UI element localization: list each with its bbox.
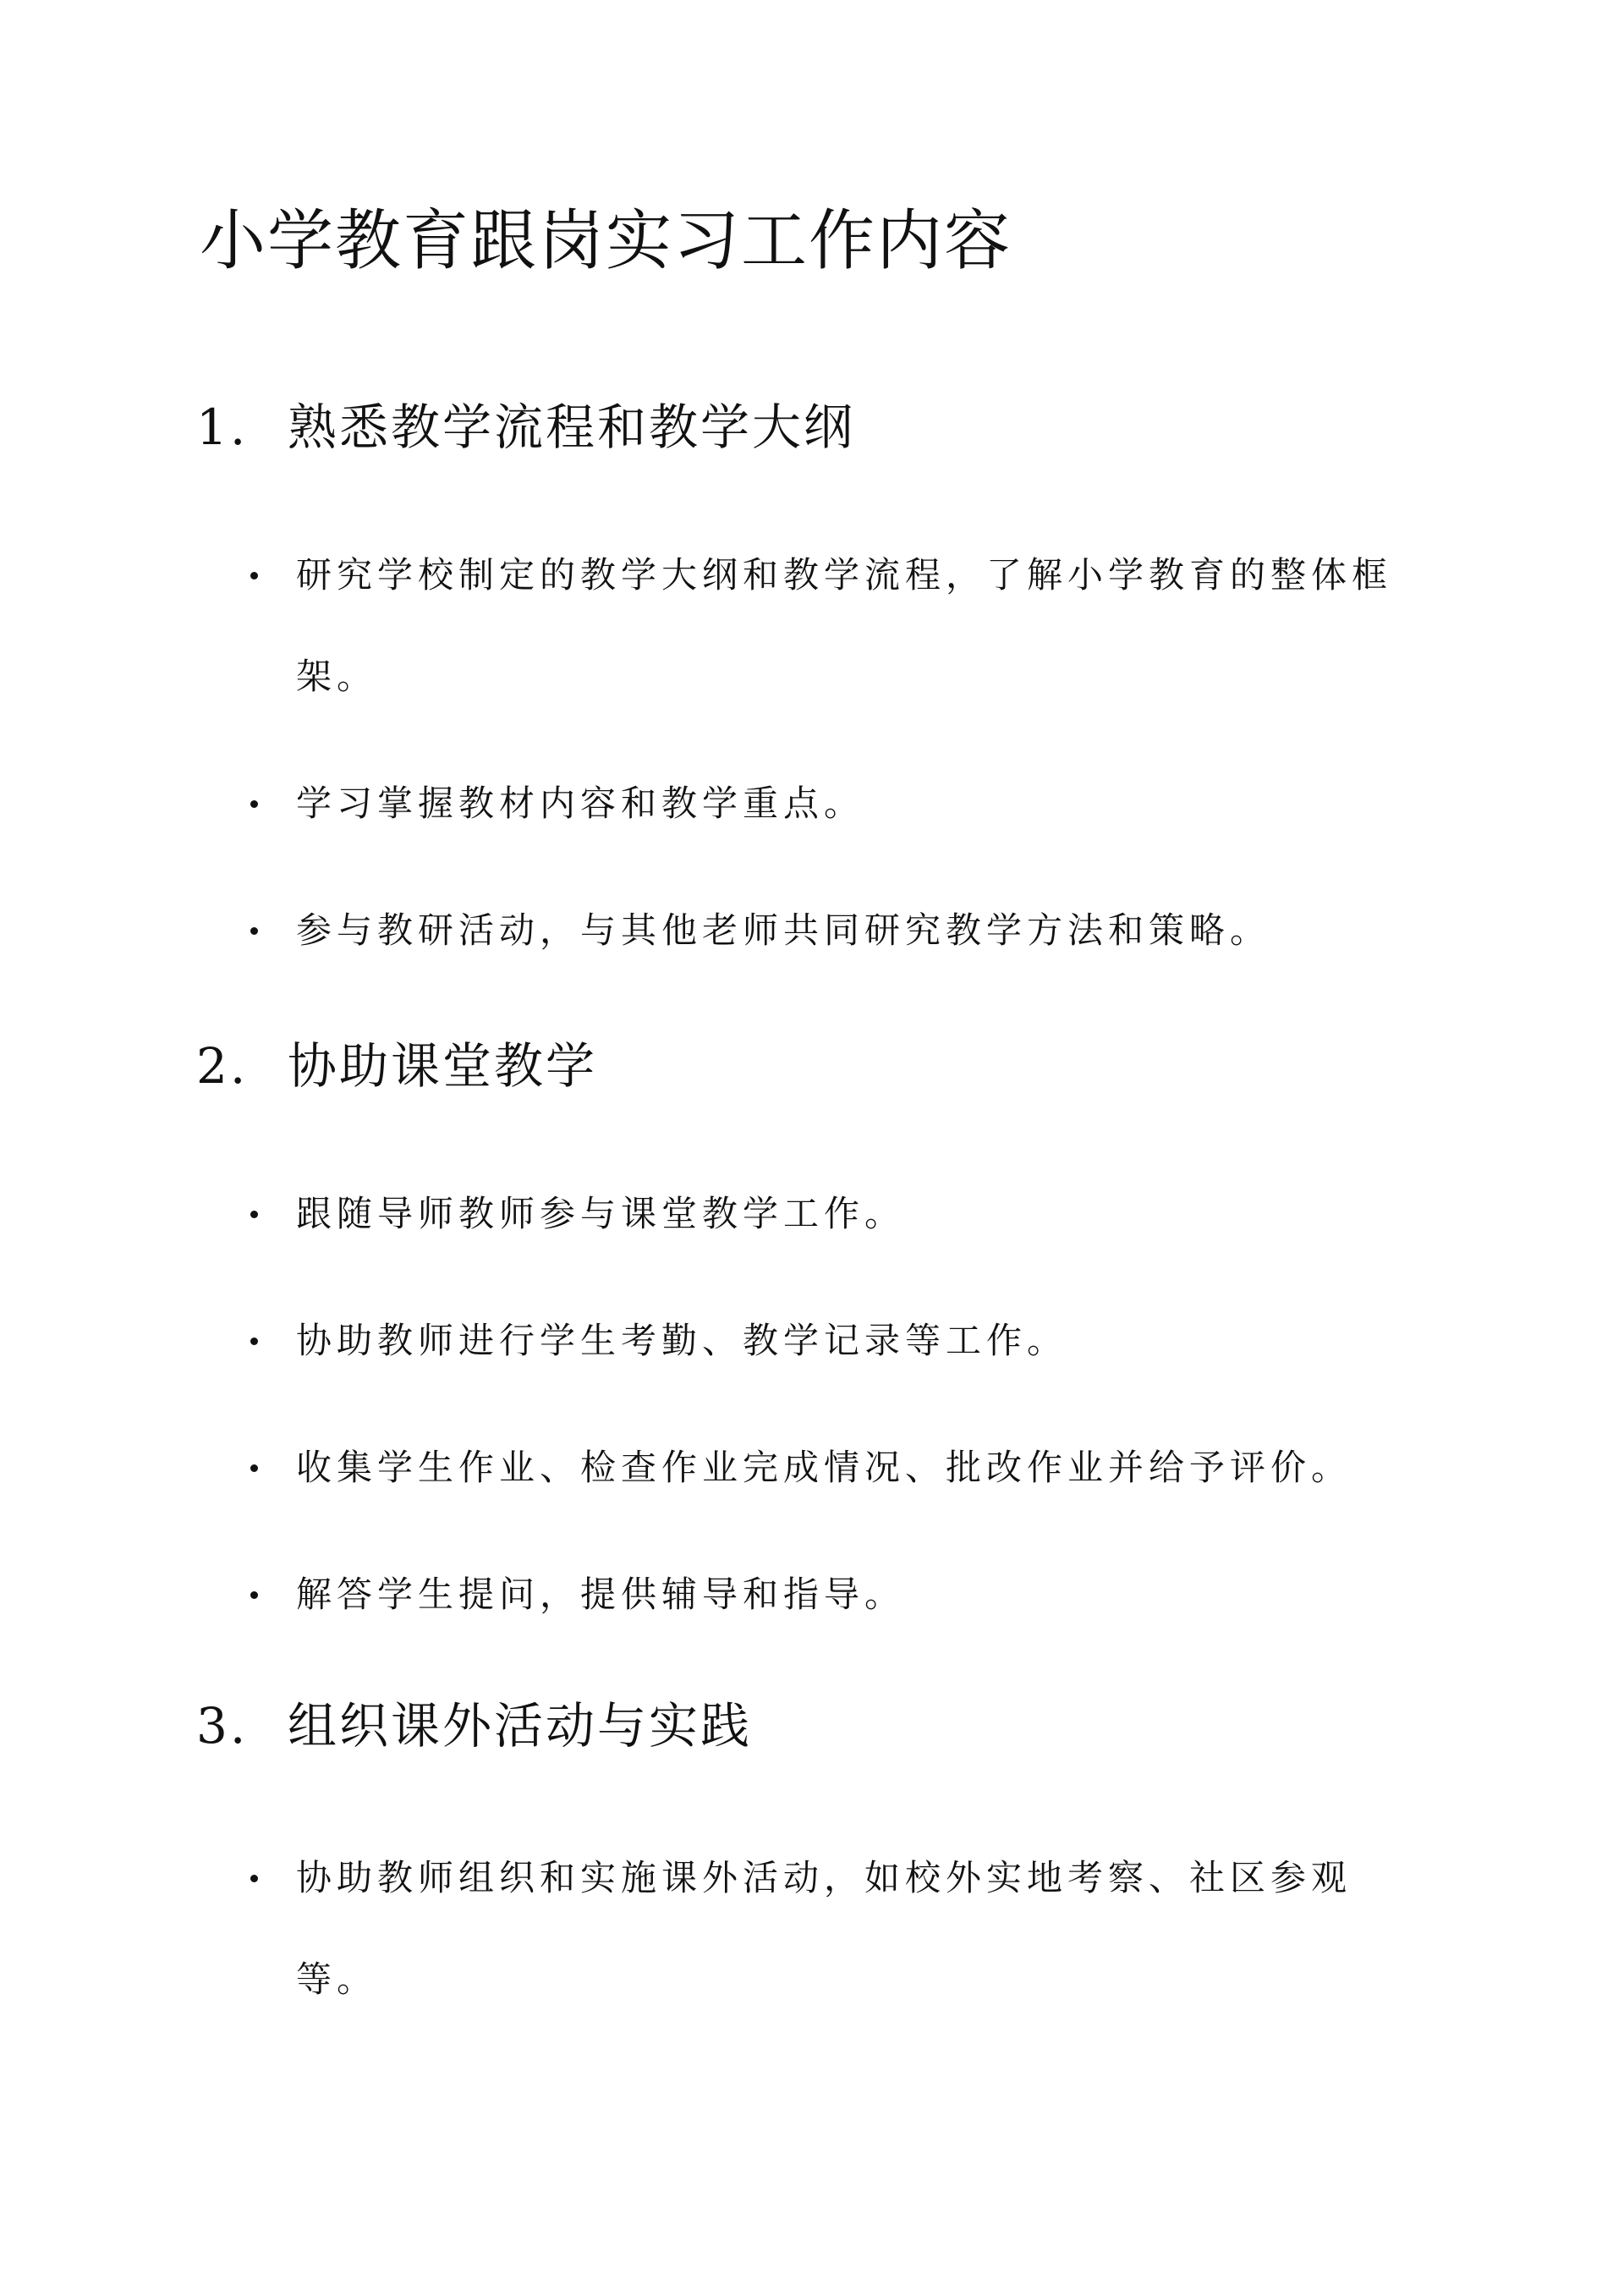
bullet-icon: [250, 572, 258, 579]
section-heading-3: [196, 1692, 752, 1760]
section-title: 组织课外活动与实践: [288, 1697, 753, 1755]
section-number: 1.: [196, 398, 249, 456]
list-item: [296, 1290, 1413, 1392]
section-title: 熟悉教学流程和教学大纲: [288, 398, 856, 456]
section-title: 协助课堂教学: [288, 1037, 598, 1095]
list-item: [296, 1163, 1413, 1265]
list-item-text: 参与教研活动，与其他老师共同研究教学方法和策略。: [296, 909, 1271, 951]
bullet-icon: [250, 927, 258, 935]
list-item-text: 协助教师进行学生考勤、教学记录等工作。: [296, 1320, 1068, 1361]
list-item-text: 协助教师组织和实施课外活动，如校外实地考察、社区参观等。: [296, 1857, 1352, 2000]
list-item: [296, 880, 1413, 981]
bullet-icon: [250, 1464, 258, 1472]
list-item: [296, 1827, 1413, 2030]
section-number: 3.: [196, 1697, 249, 1755]
list-item-text: 收集学生作业、检查作业完成情况、批改作业并给予评价。: [296, 1447, 1352, 1488]
list-item-text: 研究学校制定的教学大纲和教学流程，了解小学教育的整体框架。: [296, 554, 1393, 697]
section-heading-2: [196, 1032, 597, 1100]
page-title: 小学教育跟岗实习工作内容: [200, 203, 1012, 279]
list-item: [296, 753, 1413, 854]
list-item: [296, 1417, 1413, 1519]
bullet-icon: [250, 1338, 258, 1345]
section-number: 2.: [196, 1037, 249, 1095]
list-item-text: 学习掌握教材内容和教学重点。: [296, 783, 865, 824]
list-item-text: 跟随导师教师参与课堂教学工作。: [296, 1193, 906, 1234]
bullet-icon: [250, 800, 258, 808]
bullet-icon: [250, 1211, 258, 1218]
list-item: [296, 525, 1413, 728]
list-item: [296, 1544, 1413, 1645]
section-heading-1: [196, 393, 855, 461]
bullet-icon: [250, 1875, 258, 1882]
bullet-icon: [250, 1591, 258, 1599]
list-item-text: 解答学生提问，提供辅导和指导。: [296, 1574, 906, 1615]
